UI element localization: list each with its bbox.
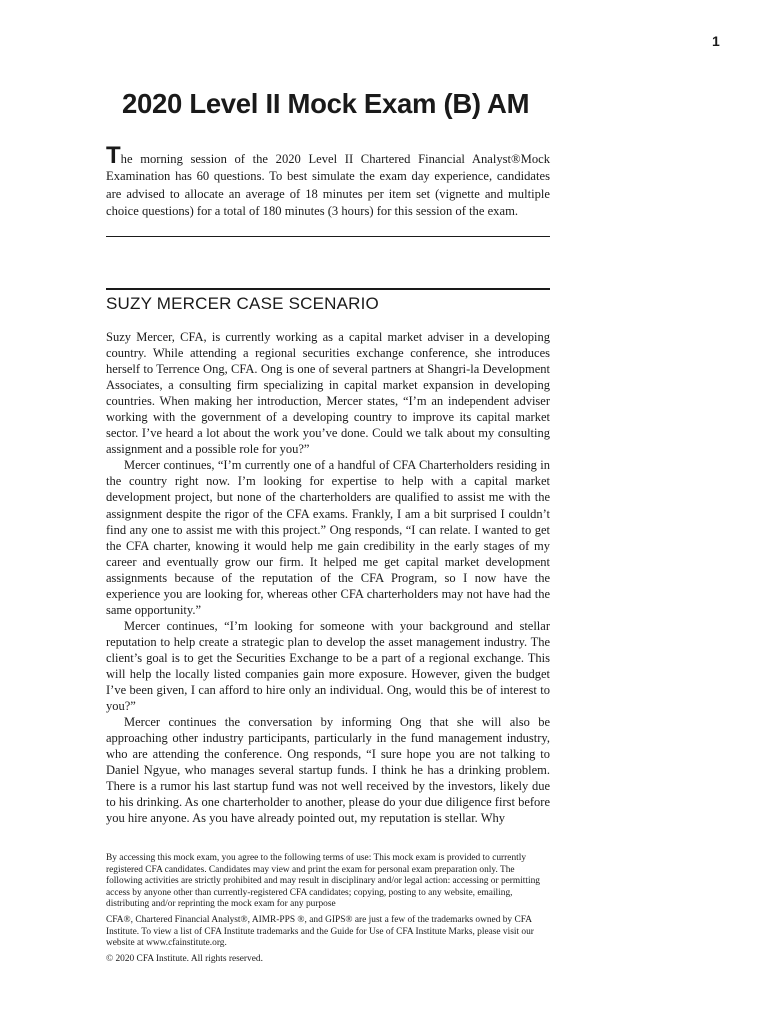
intro-dropcap: T (106, 142, 121, 169)
case-paragraph: Mercer continues the conversation by informing Ong that she will also be approaching other industry participants, particularly in the fund management industry, who are attending the conference. Ong responds, “I sure hope you are not talking to Daniel Ngyue, who manages several startup funds. I think he has a drinking problem. There is a rumor his last startup fund was not well received by the investors, likely due to his drinking. As one charterholder to another, please do your due diligence first before you hire anyone. As you have already pointed out, my reputation is stellar. Why (106, 715, 550, 826)
footer-terms: By accessing this mock exam, you agree to the following terms of use: This mock exam is provided to currently registered CFA candidates. Candidates may view and print the exam for personal exam preparation only. The following activities are strictly prohibited and may result in disciplinary and/or legal action: accessing or permitting access by anyone other than currently-registered CFA candidates; copying, posting to any website, emailing, distributing and/or reprinting the mock exam for any purpose (106, 853, 540, 910)
case-paragraph: Mercer continues, “I’m looking for someone with your background and stellar reputation to help create a strategic plan to develop the asset management industry. The client’s goal is to get the Securities Exchange to be a part of a regional exchange. This will help the locally listed companies gain more exposure. However, given the budget I’ve been given, I can afford to hire only an individual. Ong, would this be of interest to you?” (106, 618, 550, 714)
case-scenario-body (106, 329, 550, 841)
divider-rule (106, 236, 550, 237)
case-paragraph: Suzy Mercer, CFA, is currently working as a capital market adviser in a developing country. While attending a regional securities exchange conference, she introduces herself to Terrence Ong, CFA. Ong is one of several partners at Shangri-la Development Associates, a consulting firm specializing in capital market expansion in developing countries. When making her introduction, Mercer states, “I’m an independent adviser working with the government of a developing country to improve its capital market sector. I’ve heard a lot about the work you’ve done. Could we talk about my consulting assignment and a possible role for you?” (106, 330, 550, 457)
footer-copyright: © 2020 CFA Institute. All rights reserved. (106, 953, 263, 964)
page-number: 1 (712, 33, 720, 49)
section-heading: SUZY MERCER CASE SCENARIO (106, 294, 379, 313)
section-rule (106, 288, 550, 290)
footer-trademarks: CFA®, Chartered Financial Analyst®, AIMR-PPS ®, and GIPS® are just a few of the trademarks owned by CFA Institute. To view a list of CFA Institute trademarks and the Guide for Use of CFA Institute Marks, please visit our website at www.cfainstitute.org. (106, 914, 534, 949)
intro-text: he morning session of the 2020 Level II Chartered Financial Analyst®Mock Examination has 60 questions. To best simulate the exam day experience, candidates are advised to allocate an average of 18 minutes per item set (vignette and multiple choice questions) for a total of 180 minutes (3 hours) for this session of the exam. (106, 152, 550, 218)
footer-notice (106, 853, 550, 969)
page-title: 2020 Level II Mock Exam (B) AM (122, 88, 530, 119)
intro-paragraph (106, 142, 550, 220)
case-paragraph: Mercer continues, “I’m currently one of a handful of CFA Charterholders residing in the country right now. I’m looking for expertise to help with a capital market development project, but none of the charterholders are qualified to assist me with the assignment despite the rigor of the CFA exams. Frankly, I am a bit surprised I couldn’t find any one to assist me with this project.” Ong responds, “I can relate. I wanted to get the CFA charter, knowing it would help me gain credibility in the early stages of my career and eventually grow our firm. It helped me get capital market development assignments because of the reputation of the CFA Program, so I now have the experience you are looking for, whereas other CFA charterholders may not have had the same opportunity.” (106, 458, 550, 617)
